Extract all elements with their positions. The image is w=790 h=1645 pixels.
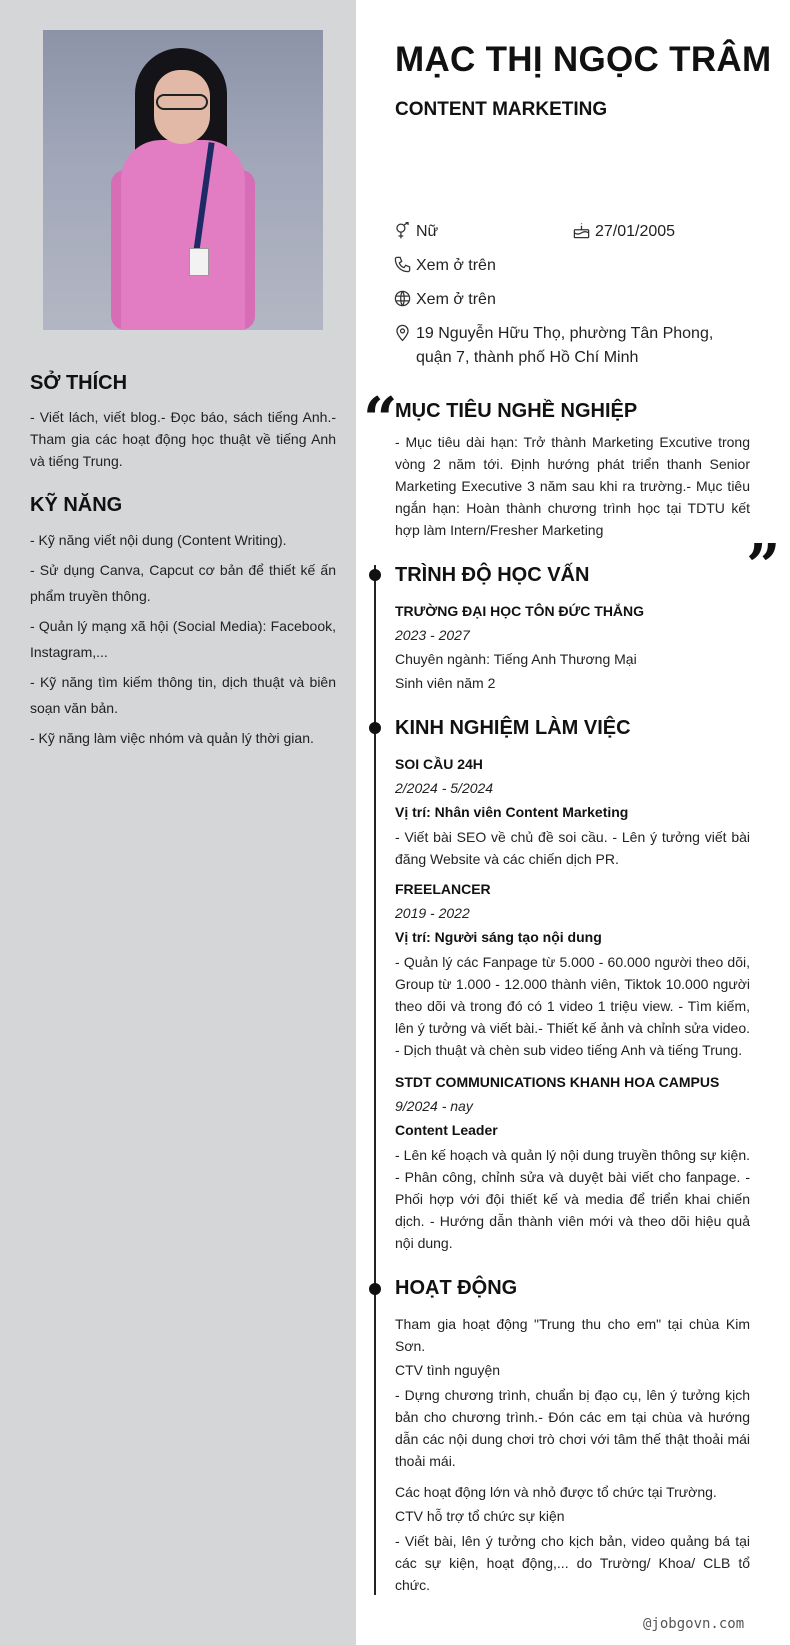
objective-title: MỤC TIÊU NGHỀ NGHIỆP xyxy=(395,400,638,422)
skills-list xyxy=(30,527,336,755)
activity-description: - Viết bài, lên ý tưởng cho kịch bản, video quảng bá tại các sự kiện, hoạt động,... do Trường/ Khoa/ CLB tổ chức. xyxy=(395,1533,750,1593)
skills-title: KỸ NĂNG xyxy=(30,494,123,516)
job-description: - Quản lý các Fanpage từ 5.000 - 60.000 người theo dõi, Group từ 1.000 - 12.000 thành viên, Tiktok 10.000 người theo dõi và trong đó có 1 video 1 triệu view. - Tìm kiếm, lên ý tưởng và viết bài.- Thiết kế ảnh và chỉnh sửa video. - Dịch thuật và chèn sub video tiếng Anh và tiếng Trung. xyxy=(395,954,750,1058)
job-description: - Lên kế hoạch và quản lý nội dung truyền thông sự kiện. - Phân công, chỉnh sửa và duyệt bài viết cho fanpage. - Phối hợp với đội thiết kế và media để triển khai chiến dịch. - Hướng dẫn thành viên mới và theo dõi hiệu quả nội dung. xyxy=(395,1147,750,1251)
phone-row xyxy=(393,254,496,278)
job-position: Vị trí: Nhân viên Content Marketing xyxy=(395,804,629,820)
objective-text: - Mục tiêu dài hạn: Trở thành Marketing Excutive trong vòng 2 năm tới. Định hướng phát triển thanh Senior Marketing Executive 3 năm sau khi ra trường.- Mục tiêu ngắn hạn: Hoàn thành chương trình học tại TDTU kết hợp làm Intern/Fresher Marketing xyxy=(395,434,750,538)
phone-icon xyxy=(393,255,412,274)
address-value: 19 Nguyễn Hữu Thọ, phường Tân Phong, quận 7, thành phố Hồ Chí Minh xyxy=(416,325,714,366)
gender-icon xyxy=(393,221,412,240)
activity-description: - Dựng chương trình, chuẩn bị đạo cụ, lên ý tưởng kịch bản cho chương trình.- Đón các em tại chùa và hướng dẫn các nội dung chơi trò chơi với tâm thế thật thoải mái thoải mái. xyxy=(395,1387,750,1469)
timeline-dot xyxy=(369,722,381,734)
watermark: @jobgovn.com xyxy=(643,1616,745,1632)
cake-icon xyxy=(572,221,591,240)
activity-name: Tham gia hoạt động "Trung thu cho em" tại chùa Kim Sơn. xyxy=(395,1316,750,1354)
timeline-dot xyxy=(369,569,381,581)
education-status: Sinh viên năm 2 xyxy=(395,675,496,691)
education-period: 2023 - 2027 xyxy=(395,627,470,643)
timeline-dot xyxy=(369,1283,381,1295)
close-quote-icon: ” xyxy=(746,532,781,602)
skill-item: - Kỹ năng làm việc nhóm và quản lý thời gian. xyxy=(30,730,314,746)
job-company: FREELANCER xyxy=(395,881,491,897)
experience-title: KINH NGHIỆM LÀM VIỆC xyxy=(395,717,631,739)
gender-row xyxy=(393,220,438,244)
address-row xyxy=(393,322,753,370)
birthdate-row xyxy=(572,220,675,244)
job-description: - Viết bài SEO về chủ đề soi cầu. - Lên ý tưởng viết bài đăng Website và các chiến dịch PR. xyxy=(395,829,750,867)
website-value: Xem ở trên xyxy=(416,291,496,308)
phone-value: Xem ở trên xyxy=(416,257,496,274)
activity-role: CTV tình nguyện xyxy=(395,1362,501,1378)
open-quote-icon: “ xyxy=(363,385,398,455)
birthdate-value: 27/01/2005 xyxy=(595,223,676,240)
skill-item: - Sử dụng Canva, Capcut cơ bản để thiết kế ấn phẩm truyền thông. xyxy=(30,562,336,604)
job-company: STDT COMMUNICATIONS KHANH HOA CAMPUS xyxy=(395,1074,720,1090)
job-period: 2019 - 2022 xyxy=(395,905,470,921)
job-position: Vị trí: Người sáng tạo nội dung xyxy=(395,929,602,945)
hobbies-title: SỞ THÍCH xyxy=(30,372,128,394)
activity-name: Các hoạt động lớn và nhỏ được tổ chức tại Trường. xyxy=(395,1484,717,1500)
job-period: 9/2024 - nay xyxy=(395,1098,473,1114)
activity-role: CTV hỗ trợ tổ chức sự kiện xyxy=(395,1508,565,1524)
profile-photo xyxy=(43,30,323,330)
candidate-name: MẠC THỊ NGỌC TRÂM xyxy=(395,40,772,79)
skill-item: - Kỹ năng viết nội dung (Content Writing). xyxy=(30,532,287,548)
location-pin-icon xyxy=(393,323,412,342)
timeline-line xyxy=(374,565,376,1595)
school-name: TRƯỜNG ĐẠI HỌC TÔN ĐỨC THẮNG xyxy=(395,603,645,619)
job-position: Content Leader xyxy=(395,1122,498,1138)
education-title: TRÌNH ĐỘ HỌC VẤN xyxy=(395,564,590,586)
skill-item: - Quản lý mạng xã hội (Social Media): Facebook, Instagram,... xyxy=(30,618,336,660)
activities-title: HOẠT ĐỘNG xyxy=(395,1277,518,1299)
website-row xyxy=(393,288,496,312)
education-major: Chuyên ngành: Tiếng Anh Thương Mại xyxy=(395,651,637,667)
job-company: SOI CẦU 24H xyxy=(395,756,483,772)
globe-icon xyxy=(393,289,412,308)
hobbies-text: - Viết lách, viết blog.- Đọc báo, sách tiếng Anh.- Tham gia các hoạt động học thuật về tiếng Anh và tiếng Trung. xyxy=(30,409,336,469)
candidate-role: CONTENT MARKETING xyxy=(395,99,608,120)
job-period: 2/2024 - 5/2024 xyxy=(395,780,494,796)
gender-value: Nữ xyxy=(416,223,439,240)
skill-item: - Kỹ năng tìm kiếm thông tin, dịch thuật và biên soạn văn bản. xyxy=(30,674,336,716)
